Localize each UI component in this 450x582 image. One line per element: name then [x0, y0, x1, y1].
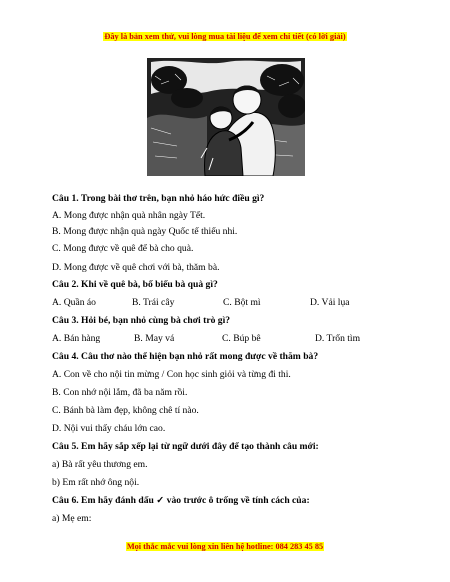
- grandmother-child-illustration: [147, 58, 305, 176]
- question-4-option-c: C. Bánh bà làm đẹp, không chê tí nào.: [52, 405, 199, 416]
- question-2-option-c: C. Bột mì: [223, 297, 261, 308]
- question-6: Câu 6. Em hãy đánh dấu ✓ vào trước ô trống về tính cách của:: [52, 495, 310, 506]
- header-banner: [0, 26, 450, 44]
- question-5-item-a: a) Bà rất yêu thương em.: [52, 459, 148, 470]
- footer-banner-text: Mọi thắc mắc vui lòng xin liên hệ hotline: 084 283 45 85: [126, 542, 324, 551]
- header-banner-text: Đây là bản xem thử, vui lòng mua tài liệu để xem chi tiết (có lời giải): [104, 32, 346, 41]
- question-2-option-d: D. Vải lụa: [310, 297, 350, 308]
- question-6-item-a: a) Mẹ em:: [52, 513, 92, 524]
- question-1-option-a: A. Mong được nhận quà nhân ngày Tết.: [52, 210, 206, 221]
- question-1: Câu 1. Trong bài thơ trên, bạn nhỏ háo hức điều gì?: [52, 193, 265, 204]
- question-3-option-b: B. May vá: [134, 333, 175, 344]
- question-2-option-b: B. Trái cây: [132, 297, 175, 308]
- question-2-option-a: A. Quần áo: [52, 297, 96, 308]
- question-3-option-c: C. Búp bê: [222, 333, 261, 344]
- question-1-option-c: C. Mong được về quê để bà cho quà.: [52, 243, 194, 254]
- question-2: Câu 2. Khi về quê bà, bố biếu bà quà gì?: [52, 279, 218, 290]
- question-3-option-d: D. Trốn tìm: [315, 333, 361, 344]
- footer-banner: [0, 536, 450, 554]
- question-1-option-d: D. Mong được về quê chơi với bà, thăm bà.: [52, 262, 220, 273]
- question-4-option-d: D. Nội vui thấy cháu lớn cao.: [52, 423, 166, 434]
- question-4-option-a: A. Con về cho nội tin mừng / Con học sinh giỏi và từng đi thi.: [52, 369, 291, 380]
- question-5-item-b: b) Em rất nhớ ông nội.: [52, 477, 140, 488]
- question-4: Câu 4. Câu thơ nào thể hiện bạn nhỏ rất mong được về thăm bà?: [52, 351, 319, 362]
- question-3-option-a: A. Bán hàng: [52, 333, 101, 344]
- question-5: Câu 5. Em hãy sắp xếp lại từ ngữ dưới đây để tạo thành câu mới:: [52, 441, 319, 452]
- question-1-option-b: B. Mong được nhận quà ngày Quốc tế thiếu nhi.: [52, 226, 238, 237]
- question-3: Câu 3. Hỏi bé, bạn nhỏ cùng bà chơi trò gì?: [52, 315, 231, 326]
- question-4-option-b: B. Con nhớ nội lắm, đã ba năm rồi.: [52, 387, 188, 398]
